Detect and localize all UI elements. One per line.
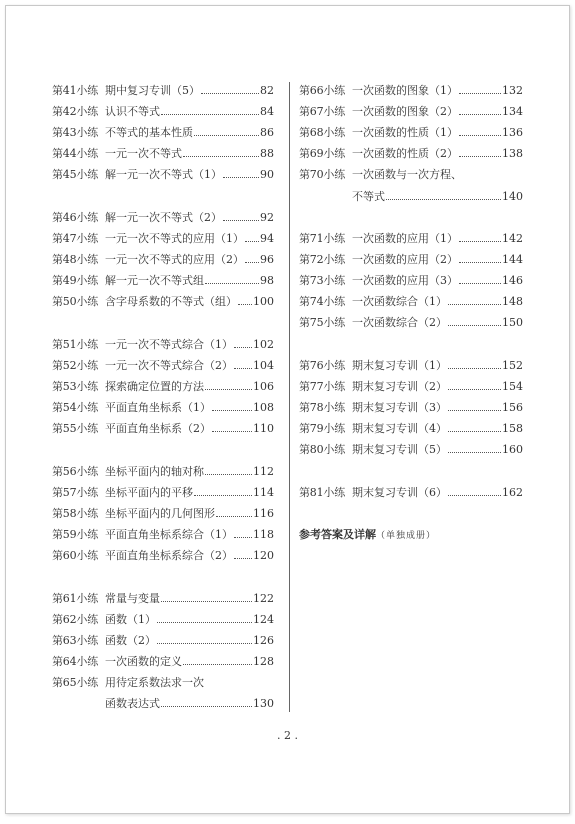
entry-page-number: 130 — [253, 697, 274, 710]
entry-title: 一元一次不等式的应用（1） — [105, 232, 244, 245]
entry-page-number: 136 — [502, 126, 523, 139]
entry-number: 第48小练 — [52, 253, 98, 266]
dot-leader — [448, 303, 501, 305]
toc-entry — [52, 592, 274, 606]
toc-entry — [52, 380, 274, 394]
entry-title: 一次函数的图象（2） — [352, 105, 458, 118]
entry-title: 一元一次不等式综合（1） — [105, 338, 233, 351]
dot-leader — [212, 409, 252, 411]
dot-leader — [234, 536, 252, 538]
entry-page-number: 160 — [502, 443, 523, 456]
entry-page-number: 122 — [253, 592, 274, 605]
entry-title: 一次函数与一次方程、 — [352, 168, 462, 181]
entry-number: 第41小练 — [52, 84, 98, 97]
entry-page-number: 124 — [253, 613, 274, 626]
toc-entry-continuation — [52, 697, 274, 711]
entry-page-number: 86 — [260, 126, 274, 139]
toc-entry — [52, 274, 274, 288]
dot-leader — [161, 113, 259, 115]
entry-number: 第52小练 — [52, 359, 98, 372]
entry-title: 坐标平面内的平移 — [105, 486, 193, 499]
entry-title: 坐标平面内的几何图形 — [105, 507, 215, 520]
dot-leader — [183, 155, 259, 157]
entry-page-number: 126 — [253, 634, 274, 647]
entry-number: 第74小练 — [299, 295, 345, 308]
toc-entry — [299, 359, 523, 373]
entry-number: 第78小练 — [299, 401, 345, 414]
toc-entry — [52, 401, 274, 415]
entry-page-number: 142 — [502, 232, 523, 245]
dot-leader — [459, 92, 501, 94]
entry-page-number: 154 — [502, 380, 523, 393]
entry-number: 第77小练 — [299, 380, 345, 393]
dot-leader — [459, 134, 501, 136]
entry-page-number: 144 — [502, 253, 523, 266]
entry-page-number: 118 — [253, 528, 274, 541]
dot-leader — [234, 557, 252, 559]
entry-page-number: 82 — [260, 84, 274, 97]
entry-page-number: 106 — [253, 380, 274, 393]
toc-entry — [52, 676, 274, 690]
dot-leader — [223, 176, 259, 178]
dot-leader — [194, 494, 252, 496]
dot-leader — [448, 367, 501, 369]
dot-leader — [448, 388, 501, 390]
entry-number: 第62小练 — [52, 613, 98, 626]
entry-page-number: 158 — [502, 422, 523, 435]
entry-number: 第49小练 — [52, 274, 98, 287]
dot-leader — [448, 494, 501, 496]
dot-leader — [238, 303, 252, 305]
entry-title: 期末复习专训（5） — [352, 443, 447, 456]
toc-entry — [299, 126, 523, 140]
toc-entry — [299, 380, 523, 394]
toc-entry — [52, 253, 274, 267]
dot-leader — [459, 282, 501, 284]
toc-entry — [299, 486, 523, 500]
entry-title: 常量与变量 — [105, 592, 160, 605]
entry-title: 一元一次不等式综合（2） — [105, 359, 233, 372]
toc-entry — [52, 211, 274, 225]
dot-leader — [459, 261, 501, 263]
toc-entry — [299, 316, 523, 330]
entry-number: 第57小练 — [52, 486, 98, 499]
dot-leader — [234, 346, 252, 348]
entry-page-number: 98 — [260, 274, 274, 287]
entry-title: 期末复习专训（1） — [352, 359, 447, 372]
entry-page-number: 88 — [260, 147, 274, 160]
dot-leader — [459, 155, 501, 157]
entry-page-number: 138 — [502, 147, 523, 160]
entry-title: 平面直角坐标系（2） — [105, 422, 211, 435]
answers-note: （单独成册） — [376, 531, 437, 541]
entry-number: 第66小练 — [299, 84, 345, 97]
entry-page-number: 102 — [253, 338, 274, 351]
dot-leader — [448, 324, 501, 326]
dot-leader — [157, 621, 252, 623]
entry-title: 认识不等式 — [105, 105, 160, 118]
toc-entry — [299, 253, 523, 267]
entry-page-number: 156 — [502, 401, 523, 414]
entry-number: 第46小练 — [52, 211, 98, 224]
entry-number: 第59小练 — [52, 528, 98, 541]
entry-title: 一元一次不等式的应用（2） — [105, 253, 244, 266]
entry-title: 一元一次不等式 — [105, 147, 182, 160]
answers-reference — [299, 528, 436, 543]
toc-entry — [52, 507, 274, 521]
entry-number: 第42小练 — [52, 105, 98, 118]
page-number-footer: . 2 . — [277, 729, 298, 742]
dot-leader — [245, 261, 259, 263]
entry-title: 平面直角坐标系综合（1） — [105, 528, 233, 541]
entry-title: 一次函数综合（2） — [352, 316, 447, 329]
dot-leader — [201, 92, 259, 94]
entry-title: 期末复习专训（3） — [352, 401, 447, 414]
entry-title: 不等式 — [352, 190, 385, 203]
toc-entry — [52, 465, 274, 479]
toc-entry — [52, 168, 274, 182]
entry-number: 第45小练 — [52, 168, 98, 181]
entry-title: 函数（2） — [105, 634, 156, 647]
entry-title: 期中复习专训（5） — [105, 84, 200, 97]
entry-number: 第71小练 — [299, 232, 345, 245]
entry-number: 第79小练 — [299, 422, 345, 435]
dot-leader — [234, 367, 252, 369]
entry-title: 不等式的基本性质 — [105, 126, 193, 139]
entry-title: 坐标平面内的轴对称 — [105, 465, 204, 478]
toc-entry-continuation — [299, 190, 523, 204]
entry-number: 第76小练 — [299, 359, 345, 372]
entry-title: 期末复习专训（6） — [352, 486, 447, 499]
entry-page-number: 96 — [260, 253, 274, 266]
toc-entry — [52, 84, 274, 98]
entry-title: 函数（1） — [105, 613, 156, 626]
entry-title: 一次函数的定义 — [105, 655, 182, 668]
entry-page-number: 134 — [502, 105, 523, 118]
column-divider — [289, 82, 290, 712]
entry-title: 一次函数的应用（3） — [352, 274, 458, 287]
entry-title: 含字母系数的不等式（组） — [105, 295, 237, 308]
entry-title: 期末复习专训（4） — [352, 422, 447, 435]
entry-number: 第67小练 — [299, 105, 345, 118]
entry-page-number: 150 — [502, 316, 523, 329]
toc-entry — [52, 634, 274, 648]
toc-entry — [52, 549, 274, 563]
entry-title: 一次函数综合（1） — [352, 295, 447, 308]
entry-page-number: 146 — [502, 274, 523, 287]
entry-page-number: 128 — [253, 655, 274, 668]
entry-number: 第56小练 — [52, 465, 98, 478]
toc-entry — [52, 613, 274, 627]
toc-entry — [52, 422, 274, 436]
toc-entry — [52, 528, 274, 542]
toc-entry — [299, 105, 523, 119]
toc-page — [5, 5, 570, 814]
entry-page-number: 94 — [260, 232, 274, 245]
entry-page-number: 100 — [253, 295, 274, 308]
entry-number: 第81小练 — [299, 486, 345, 499]
entry-page-number: 92 — [260, 211, 274, 224]
toc-entry — [52, 147, 274, 161]
toc-entry — [299, 274, 523, 288]
entry-number: 第73小练 — [299, 274, 345, 287]
entry-number: 第55小练 — [52, 422, 98, 435]
entry-number: 第63小练 — [52, 634, 98, 647]
entry-number: 第65小练 — [52, 676, 98, 689]
entry-title: 解一元一次不等式（1） — [105, 168, 222, 181]
dot-leader — [161, 705, 252, 707]
entry-title: 解一元一次不等式组 — [105, 274, 204, 287]
entry-number: 第60小练 — [52, 549, 98, 562]
entry-title: 一次函数的应用（2） — [352, 253, 458, 266]
entry-page-number: 162 — [502, 486, 523, 499]
dot-leader — [459, 240, 501, 242]
dot-leader — [161, 600, 252, 602]
toc-entry — [299, 232, 523, 246]
toc-entry — [52, 232, 274, 246]
dot-leader — [245, 240, 259, 242]
dot-leader — [216, 515, 252, 517]
dot-leader — [459, 113, 501, 115]
dot-leader — [223, 219, 259, 221]
entry-number: 第43小练 — [52, 126, 98, 139]
answers-title: 参考答案及详解 — [299, 528, 376, 541]
entry-title: 探索确定位置的方法 — [105, 380, 204, 393]
toc-entry — [299, 84, 523, 98]
dot-leader — [448, 409, 501, 411]
entry-page-number: 104 — [253, 359, 274, 372]
toc-entry — [52, 486, 274, 500]
entry-page-number: 152 — [502, 359, 523, 372]
entry-number: 第64小练 — [52, 655, 98, 668]
entry-page-number: 90 — [260, 168, 274, 181]
entry-number: 第44小练 — [52, 147, 98, 160]
entry-number: 第68小练 — [299, 126, 345, 139]
entry-number: 第50小练 — [52, 295, 98, 308]
entry-page-number: 108 — [253, 401, 274, 414]
dot-leader — [448, 430, 501, 432]
entry-title: 平面直角坐标系（1） — [105, 401, 211, 414]
toc-entry — [52, 295, 274, 309]
entry-number: 第61小练 — [52, 592, 98, 605]
entry-page-number: 84 — [260, 105, 274, 118]
entry-number: 第51小练 — [52, 338, 98, 351]
dot-leader — [448, 451, 501, 453]
entry-title: 平面直角坐标系综合（2） — [105, 549, 233, 562]
dot-leader — [183, 663, 252, 665]
toc-entry — [299, 443, 523, 457]
entry-page-number: 120 — [253, 549, 274, 562]
toc-entry — [299, 168, 523, 182]
entry-page-number: 112 — [253, 465, 274, 478]
entry-number: 第80小练 — [299, 443, 345, 456]
toc-entry — [52, 105, 274, 119]
toc-entry — [299, 147, 523, 161]
entry-title: 一次函数的图象（1） — [352, 84, 458, 97]
toc-entry — [299, 295, 523, 309]
toc-entry — [299, 401, 523, 415]
toc-entry — [52, 655, 274, 669]
entry-number: 第58小练 — [52, 507, 98, 520]
entry-title: 解一元一次不等式（2） — [105, 211, 222, 224]
dot-leader — [212, 430, 252, 432]
entry-page-number: 140 — [502, 190, 523, 203]
toc-entry — [52, 338, 274, 352]
entry-page-number: 110 — [253, 422, 274, 435]
entry-title: 期末复习专训（2） — [352, 380, 447, 393]
entry-number: 第47小练 — [52, 232, 98, 245]
entry-number: 第72小练 — [299, 253, 345, 266]
entry-title: 一次函数的性质（2） — [352, 147, 458, 160]
entry-number: 第54小练 — [52, 401, 98, 414]
dot-leader — [205, 473, 252, 475]
dot-leader — [205, 388, 252, 390]
entry-page-number: 116 — [253, 507, 274, 520]
entry-page-number: 148 — [502, 295, 523, 308]
dot-leader — [157, 642, 252, 644]
entry-number: 第69小练 — [299, 147, 345, 160]
entry-number: 第53小练 — [52, 380, 98, 393]
entry-page-number: 114 — [253, 486, 274, 499]
dot-leader — [194, 134, 259, 136]
entry-number: 第75小练 — [299, 316, 345, 329]
entry-title: 用待定系数法求一次 — [105, 676, 204, 689]
dot-leader — [205, 282, 259, 284]
toc-entry — [299, 422, 523, 436]
entry-page-number: 132 — [502, 84, 523, 97]
entry-number: 第70小练 — [299, 168, 345, 181]
toc-entry — [52, 126, 274, 140]
dot-leader — [386, 198, 501, 200]
toc-entry — [52, 359, 274, 373]
entry-title: 函数表达式 — [105, 697, 160, 710]
entry-title: 一次函数的应用（1） — [352, 232, 458, 245]
entry-title: 一次函数的性质（1） — [352, 126, 458, 139]
